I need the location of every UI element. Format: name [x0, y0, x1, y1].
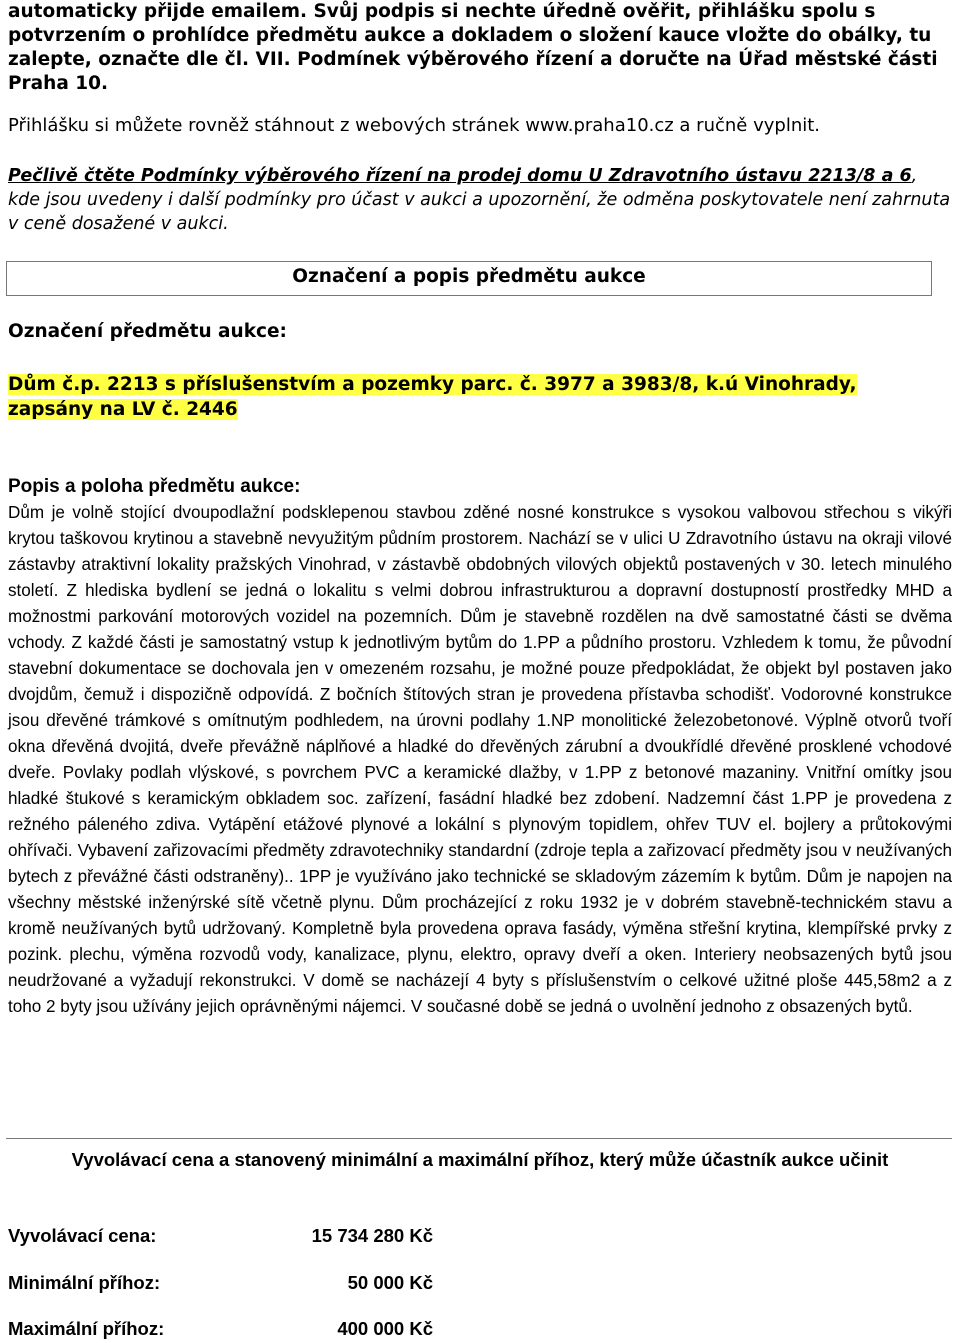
max-bid-label: Maximální příhoz:	[8, 1318, 165, 1339]
price-title: Vyvolávací cena a stanovený minimální a maximální příhoz, který může účastník aukce učinit	[71, 1149, 889, 1170]
intro-paragraph: automaticky přijde emailem. Svůj podpis si nechte úředně ověřit, přihlášku spolu s potvrzením o prohlídce předmětu aukce a dokladem o složení kauce vložte do obálky, tu zalepte, označte dle čl. VII. Podmínek výběrového řízení a doručte na Úřad městské části Praha 10.	[8, 1, 938, 94]
max-bid-value: 400 000 Kč	[337, 1318, 433, 1339]
conditions-link[interactable]: Pečlivě čtěte Podmínky výběrového řízení na prodej domu U Zdravotního ústavu 2213/8 a 6	[8, 166, 912, 186]
min-bid-label: Minimální příhoz:	[8, 1272, 161, 1293]
subject-label: Označení předmětu aukce:	[8, 321, 287, 342]
subject-highlight: Dům č.p. 2213 s příslušenstvím a pozemky parc. č. 3977 a 3983/8, k.ú Vinohrady, zapsány na LV č. 2446	[8, 374, 857, 420]
price-box-border	[6, 1138, 952, 1140]
description-label: Popis a poloha předmětu aukce:	[8, 476, 301, 497]
conditions-notice	[8, 164, 952, 236]
subject-description	[8, 372, 922, 422]
section-title: Označení a popis předmětu aukce	[292, 266, 646, 287]
download-note: Přihlášku si můžete rovněž stáhnout z webových stránek www.praha10.cz a ručně vyplnit.	[8, 115, 821, 136]
description-body: Dům je volně stojící dvoupodlažní podsklepenou stavbou zděné nosné konstrukce s vysokou valbovou střechou s vikýři krytou taškovou krytinou a stavebně nevyužitým půdním prostorem. Nachází se v ulici U Zdravotního ústavu na okraji vilové zástavby atraktivní lokality pražských Vinohrad, v zástavbě obdobných vilových objektů postavených v 30. letech minulého století. Z hlediska bydlení se jedná o lokalitu s velmi dobrou infrastrukturou a dopravní dostupností prostředky MHD a možnostmi parkování motorových vozidel na pozemních. Dům je stavebně rozdělen na dvě samostatné části se dvěma vchody. Z každé části je samostatný vstup k jednotlivým bytům do 1.PP a půdního prostoru. Vzhledem k tomu, že původní stavební dokumentace se dochovala jen v omezeném rozsahu, je možné pouze předpokládat, že objekt byl postaven jako dvojdům, čemuž i dispozičně odpovídá. Z bočních štítových stran je provedena přístavba schodišť. Vodorovné konstrukce jsou dřevěné trámkové s omítnutým podhledem, na úrovni podlahy 1.NP monolitické železobetonové. Výplně otvorů tvoří okna dřevěná dvojitá, dveře převážně náplňové a hladké do dřevěných zárubní a dvoukřídlé dřevěné prosklené vchodové dveře. Povlaky podlah vlýskové, s povrchem PVC a keramické dlažby, v 1.PP z betonové mazaniny. Vnitřní omítky jsou hladké štukové s keramickým obkladem soc. zařízení, fasádní hladké bez zdobení. Nadzemní část 1.PP je provedena z režného páleného zdiva. Vytápění etážové plynové a lokální s plynovým topidlem, ohřev TUV el. bojlery a průtokovými ohřívači. Vybavení zařizovacími předměty zdravotechniky standardní (zdroje tepla a zařizovací předměty jsou v neužívaných bytech z převážné části odstraněny).. 1PP je využíváno jako technické se skladovým zázemím k bytům. Dům je napojen na všechny městské inženýrské sítě včetně plynu. Dům procházející z roku 1932 je v dobrém stavebně-technickém stavu a kromě neužívaných bytů udržovaný. Kompletně byla provedena oprava fasády, výměna střešní krytina, klempířské prvky z pozink. plechu, výměna rozvodů vody, kanalizace, plynu, elektro, opravy dveří a oken. Interiery neobsazených bytů jsou neudržované a vyžadují rekonstrukci. V domě se nacházejí 4 byty s příslušenstvím o celkové užitné ploše 445,58m2 a z toho 2 byty jsou užívány jejich oprávněnými nájemci. V současné době se jedná o uvolnění jednoho z obsazených bytů.	[8, 503, 952, 1016]
starting-price-label: Vyvolávací cena:	[8, 1225, 157, 1246]
starting-price-value: 15 734 280 Kč	[311, 1225, 433, 1246]
conditions-notice-text: , kde jsou uvedeny i další podmínky pro účast v aukci a upozornění, že odměna poskytovatele není zahrnuta v ceně dosažené v aukci.	[8, 166, 951, 234]
min-bid-value: 50 000 Kč	[347, 1272, 433, 1293]
